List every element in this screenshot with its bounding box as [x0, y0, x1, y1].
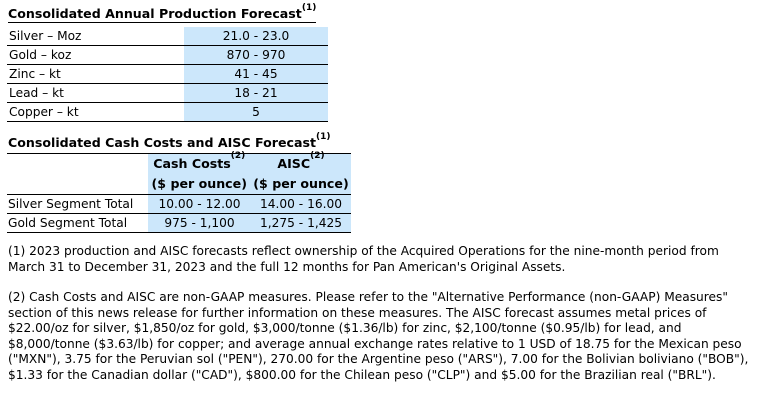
production-label: Zinc – kt	[7, 65, 184, 84]
production-table-title	[8, 3, 317, 23]
production-value: 5	[184, 103, 328, 122]
costs-table	[7, 153, 351, 233]
costs-table-title	[8, 132, 331, 150]
footnote-1: (1) 2023 production and AISC forecasts reflect ownership of the Acquired Operations for the nine-month period from March 31 to December 31, 2023 and the full 12 months for Pan American's Original Assets.	[8, 244, 719, 274]
aisc-value: 14.00 - 16.00	[251, 195, 351, 214]
table-row	[7, 65, 328, 84]
production-label: Silver – Moz	[7, 27, 184, 46]
segment-label: Silver Segment Total	[7, 195, 148, 214]
table-header-row	[7, 174, 351, 195]
production-title-footnote: (1)	[301, 3, 317, 13]
table-row	[7, 27, 328, 46]
column-header-aisc	[251, 151, 351, 175]
header-blank-cell	[7, 154, 148, 175]
aisc-value: 1,275 - 1,425	[251, 214, 351, 233]
cash-costs-footnote: (2)	[230, 151, 246, 161]
table-row	[7, 214, 351, 233]
header-blank-cell	[7, 174, 148, 195]
table-header-row	[7, 154, 351, 175]
production-label: Gold – koz	[7, 46, 184, 65]
cash-costs-value: 975 - 1,100	[148, 214, 252, 233]
production-value: 870 - 970	[184, 46, 328, 65]
production-value: 41 - 45	[184, 65, 328, 84]
table-row	[7, 84, 328, 103]
production-label: Lead – kt	[7, 84, 184, 103]
aisc-unit: ($ per ounce)	[251, 174, 351, 195]
column-header-cash-costs	[148, 151, 252, 175]
cash-costs-value: 10.00 - 12.00	[148, 195, 252, 214]
production-value: 18 - 21	[184, 84, 328, 103]
aisc-footnote: (2)	[310, 151, 325, 161]
costs-title-footnote: (1)	[315, 132, 331, 142]
table-row	[7, 103, 328, 122]
segment-label: Gold Segment Total	[7, 214, 148, 233]
aisc-header: AISC	[277, 156, 311, 171]
production-value: 21.0 - 23.0	[184, 27, 328, 46]
table-row	[7, 195, 351, 214]
production-title-text: Consolidated Annual Production Forecast	[8, 6, 302, 21]
cash-costs-unit: ($ per ounce)	[148, 174, 252, 195]
cash-costs-header: Cash Costs	[153, 156, 231, 171]
footnote-2: (2) Cash Costs and AISC are non-GAAP measures. Please refer to the "Alternative Performance (non-GAAP) Measures" section of this news release for further information on these measures. The AISC forecast assumes metal prices of $22.00/oz for silver, $1,850/oz for gold, $3,000/tonne ($1.36/lb) for zinc, $2,100/tonne ($0.95/lb) for lead, and $8,000/tonne ($3.63/lb) for copper; and average annual exchange rates relative to 1 USD of 18.75 for the Mexican peso ("MXN"), 3.75 for the Peruvian sol ("PEN"), 270.00 for the Argentine peso ("ARS"), 7.00 for the Bolivian boliviano ("BOB"), $1.33 for the Canadian dollar ("CAD"), $800.00 for the Chilean peso ("CLP") and $5.00 for the Brazilian real ("BRL").	[8, 290, 749, 382]
table-row	[7, 46, 328, 65]
costs-title-text: Consolidated Cash Costs and AISC Forecast	[8, 135, 316, 150]
production-label: Copper – kt	[7, 103, 184, 122]
production-table	[7, 27, 328, 122]
